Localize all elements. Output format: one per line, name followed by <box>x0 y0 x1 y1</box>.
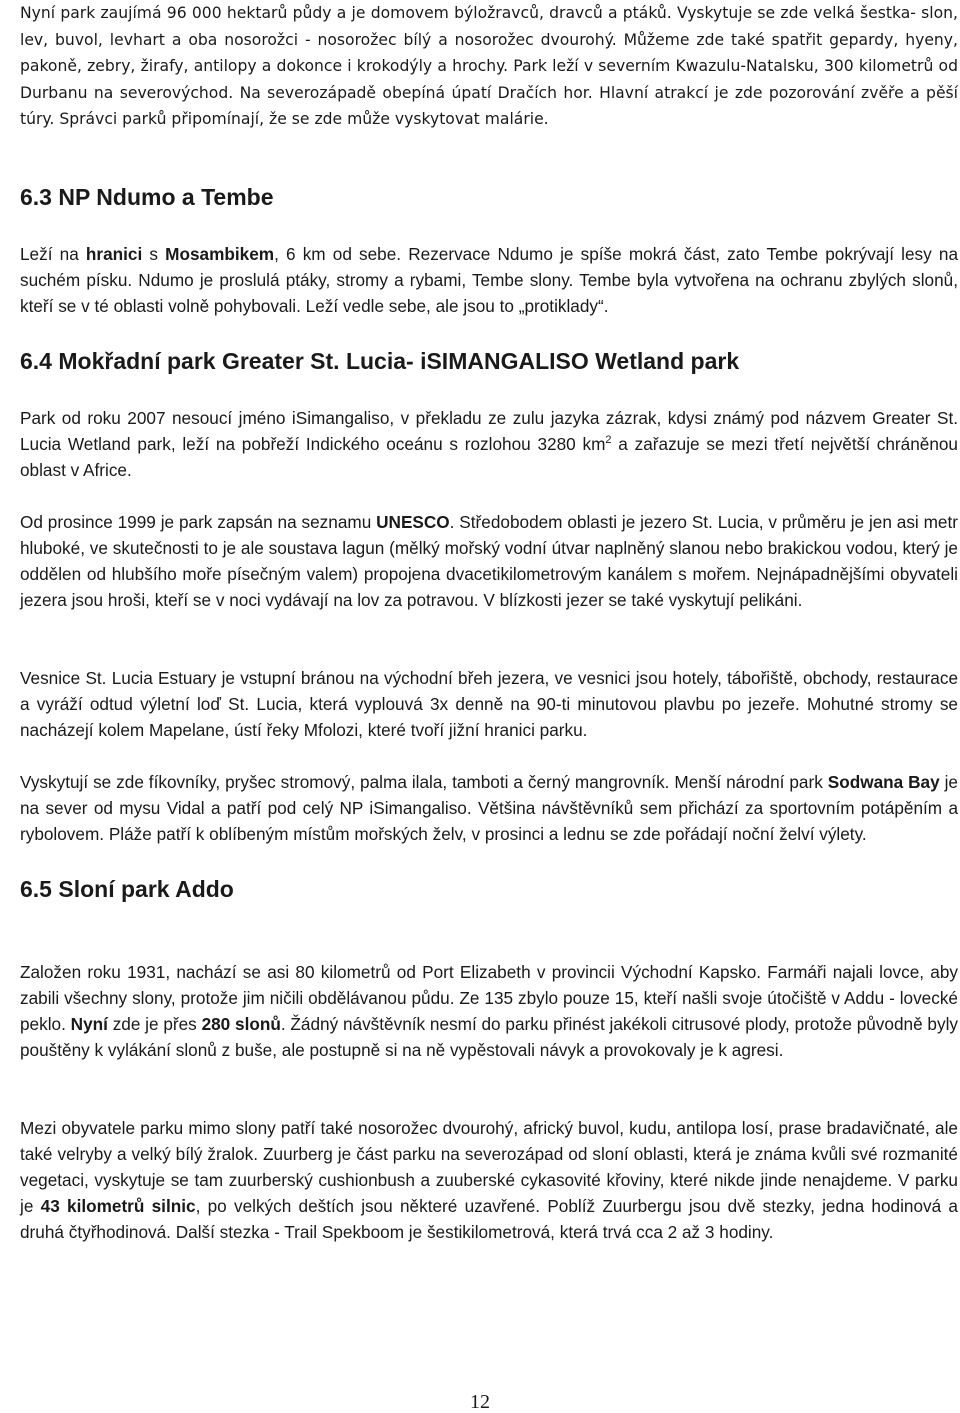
page-number: 12 <box>470 1391 490 1413</box>
section-heading-6-3: 6.3 NP Ndumo a Tembe <box>20 184 274 210</box>
section-heading-6-5: 6.5 Sloní park Addo <box>20 876 234 902</box>
section-6-5-paragraph-1: Založen roku 1931, nachází se asi 80 kilometrů od Port Elizabeth v provincii Východní Kapsko. Farmáři najali lovce, aby zabili všechny slony, protože jim ničili obdělávanou půdu. Ze 135 zbylo pouze 15, kteří našli svoje útočiště v Addu - lovecké peklo. Nyní zde je přes 280 slonů. Žádný návštěvník nesmí do parku přinést jakékoli citrusové plody, protože původně byly pouštěny k vylákání slonů z buše, ale postupně si na ně vypěstovali návyk a provokovaly je k agresi. <box>20 962 958 1060</box>
section-6-4-paragraph-3: Vesnice St. Lucia Estuary je vstupní bránou na východní břeh jezera, ve vesnici jsou hotely, tábořiště, obchody, restaurace a vyráží odtud výletní loď St. Lucia, která vyplouvá 3x denně na 90-ti minutovou plavbu po jezeře. Mohutné stromy se nacházejí kolem Mapelane, ústí řeky Mfolozi, které tvoří jižní hranici parku. <box>20 668 958 740</box>
intro-paragraph: Nyní park zaujímá 96 000 hektarů půdy a je domovem býložravců, dravců a ptáků. Vyskytuje se zde velká šestka- slon, lev, buvol, levhart a oba nosorožci - nosorožec bílý a nosorožec dvourohý. Můžeme zde také spatřit gepardy, hyeny, pakoně, zebry, žirafy, antilopy a dokonce i krokodýly a hrochy. Park leží v severním Kwazulu-Natalsku, 300 kilometrů od Durbanu na severovýchod. Na severozápadě obepíná úpatí Dračích hor. Hlavní atrakcí je zde pozorování zvěře a pěší túry. Správci parků připomínají, že se zde může vyskytovat malárie. <box>20 4 958 128</box>
section-6-4-paragraph-1: Park od roku 2007 nesoucí jméno iSimangaliso, v překladu ze zulu jazyka zázrak, kdysi známý pod názvem Greater St. Lucia Wetland park, leží na pobřeží Indického oceánu s rozlohou 3280 $km^2$ a zařazuje se mezi třetí největší chráněnou oblast v Africe. <box>20 408 958 480</box>
section-6-5-paragraph-2: Mezi obyvatele parku mimo slony patří také nosorožec dvourohý, africký buvol, kudu, antilopa losí, prase bradavičnaté, ale také velryby a velký bílý žralok. Zuurberg je část parku na severozápad od sloní oblasti, která je známa kvůli své rozmanité vegetaci, vyskytuje se tam zuurberský cushionbush a zuuberské cykasovité křoviny, které nikde jinde nenajdeme. V parku je 43 kilometrů silnic, po velkých deštích jsou některé uzavřené. Poblíž Zuurbergu jsou dvě stezky, jedna hodinová a druhá čtyřhodinová. Další stezka - Trail Spekboom je šestikilometrová, která trvá cca 2 až 3 hodiny. <box>20 1118 958 1242</box>
section-6-3-paragraph: Leží na hranici s Mosambikem, 6 km od sebe. Rezervace Ndumo je spíše mokrá část, zato Tembe pokrývají lesy na suchém písku. Ndumo je proslulá ptáky, stromy a rybami, Tembe slony. Tembe byla vytvořena na ochranu zbylých slonů, kteří se v té oblasti volně pohybovali. Leží vedle sebe, ale jsou to „protiklady“. <box>20 244 958 316</box>
section-heading-6-4: 6.4 Mokřadní park Greater St. Lucia- iSIMANGALISO Wetland park <box>20 348 740 374</box>
section-6-4-paragraph-4: Vyskytují se zde fíkovníky, pryšec stromový, palma ilala, tamboti a černý mangrovník. Menší národní park Sodwana Bay je na sever od mysu Vidal a patří pod celý NP iSimangaliso. Většina návštěvníků sem přichází za sportovním potápěním a rybolovem. Pláže patří k oblíbeným místům mořských želv, v prosinci a lednu se zde pořádají noční želví výlety. <box>20 772 958 844</box>
section-6-4-paragraph-2: Od prosince 1999 je park zapsán na seznamu UNESCO. Středobodem oblasti je jezero St. Lucia, v průměru je jen asi metr hluboké, ve skutečnosti to je ale soustava lagun (mělký mořský vodní útvar naplněný slanou nebo brakickou vodou, který je oddělen od hlubšího moře písečným valem) propojena dvacetikilometrovým kanálem s mořem. Nejnápadnějšími obyvateli jezera jsou hroši, kteří se v noci vydávají na lov za potravou. V blízkosti jezer se také vyskytují pelikáni. <box>20 512 958 610</box>
